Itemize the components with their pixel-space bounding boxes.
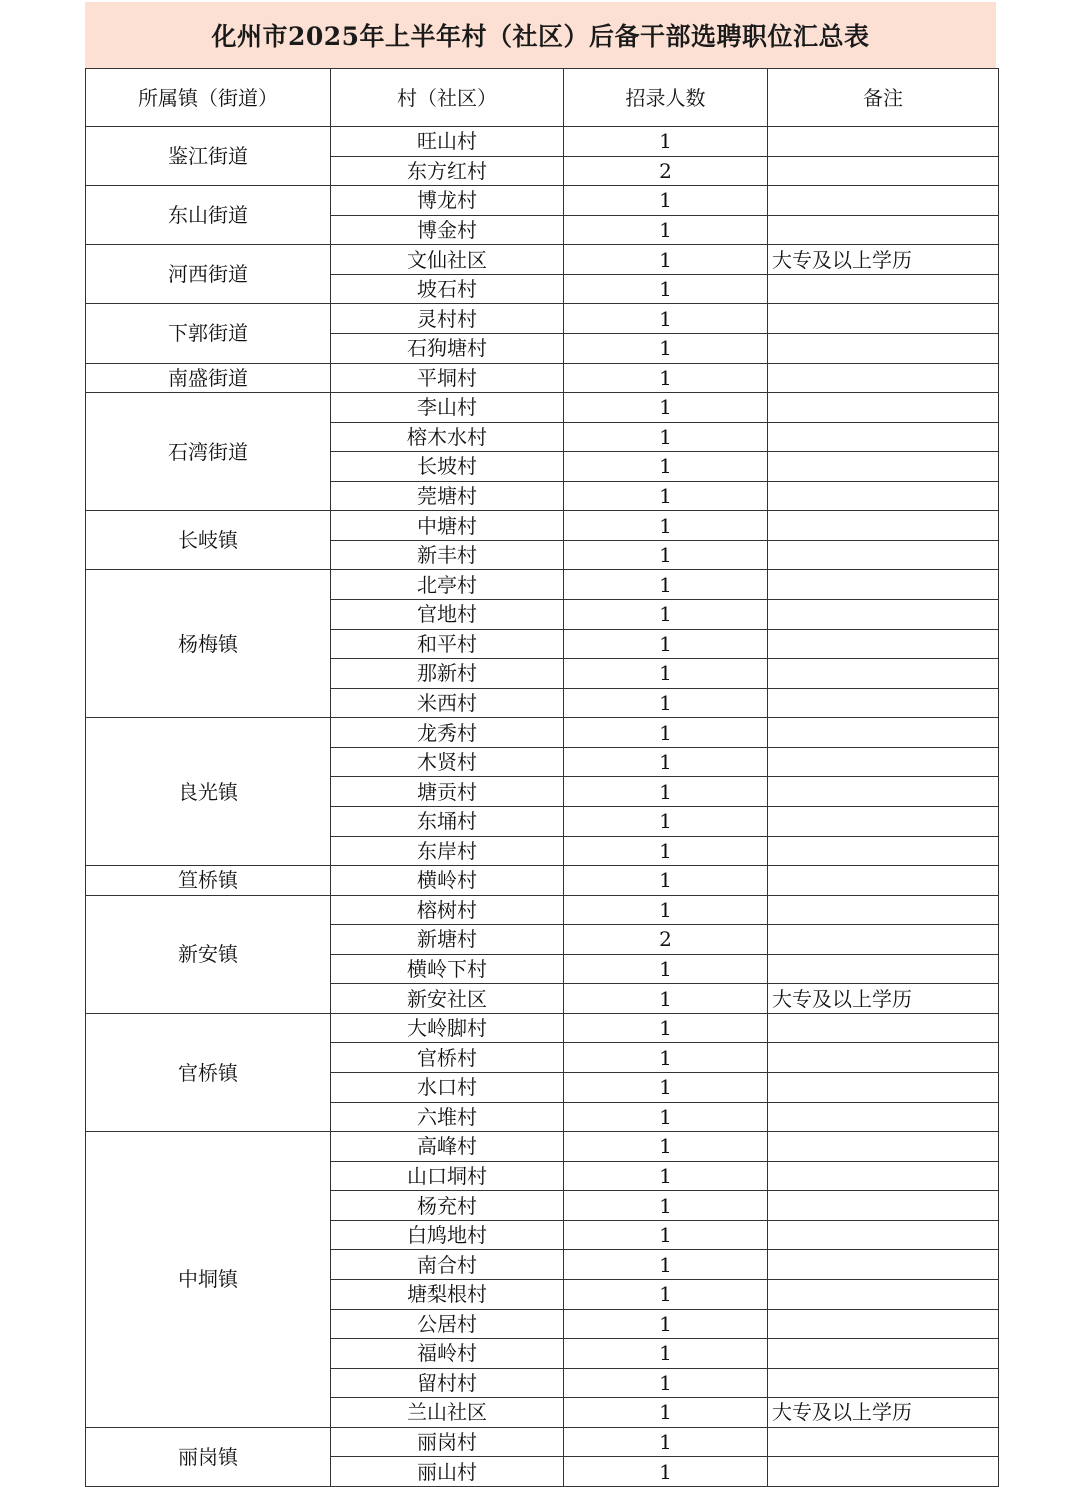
note-cell: 大专及以上学历: [768, 984, 999, 1014]
header-row: [86, 69, 999, 127]
table-title-bar: [85, 2, 996, 68]
table-row: [86, 718, 999, 748]
count-cell: 1: [564, 1368, 768, 1398]
village-cell: 文仙社区: [331, 245, 564, 275]
count-cell: 1: [564, 1013, 768, 1043]
table-row: [86, 304, 999, 334]
count-cell: 1: [564, 1102, 768, 1132]
table-row: [86, 1132, 999, 1162]
village-cell: 平垌村: [331, 363, 564, 393]
town-cell: 下郭街道: [86, 304, 331, 363]
village-cell: 六堆村: [331, 1102, 564, 1132]
note-cell: [768, 1309, 999, 1339]
village-cell: 那新村: [331, 659, 564, 689]
village-cell: 长坡村: [331, 452, 564, 482]
note-cell: [768, 718, 999, 748]
table-row: [86, 511, 999, 541]
town-cell: 中垌镇: [86, 1132, 331, 1428]
village-cell: 东方红村: [331, 156, 564, 186]
village-cell: 白鸠地村: [331, 1220, 564, 1250]
count-cell: 1: [564, 1161, 768, 1191]
village-cell: 榕木水村: [331, 422, 564, 452]
note-cell: [768, 186, 999, 216]
count-cell: 1: [564, 629, 768, 659]
count-cell: 1: [564, 511, 768, 541]
village-cell: 坡石村: [331, 274, 564, 304]
count-cell: 1: [564, 393, 768, 423]
table-row: [86, 393, 999, 423]
table-title: 化州市2025年上半年村（社区）后备干部选聘职位汇总表: [211, 22, 870, 51]
town-cell: 鉴江街道: [86, 127, 331, 186]
village-cell: 木贤村: [331, 747, 564, 777]
note-cell: [768, 511, 999, 541]
note-cell: [768, 1250, 999, 1280]
town-cell: 杨梅镇: [86, 570, 331, 718]
town-cell: 官桥镇: [86, 1013, 331, 1131]
note-cell: 大专及以上学历: [768, 1398, 999, 1428]
note-cell: [768, 333, 999, 363]
village-cell: 官桥村: [331, 1043, 564, 1073]
village-cell: 灵村村: [331, 304, 564, 334]
table-row: [86, 1013, 999, 1043]
village-cell: 东岸村: [331, 836, 564, 866]
note-cell: [768, 393, 999, 423]
table-row: [86, 127, 999, 157]
village-cell: 榕树村: [331, 895, 564, 925]
village-cell: 水口村: [331, 1073, 564, 1103]
town-cell: 长岐镇: [86, 511, 331, 570]
count-cell: 1: [564, 1220, 768, 1250]
village-cell: 高峰村: [331, 1132, 564, 1162]
note-cell: [768, 481, 999, 511]
count-cell: 1: [564, 659, 768, 689]
note-cell: [768, 1132, 999, 1162]
village-cell: 东埇村: [331, 806, 564, 836]
count-cell: 1: [564, 304, 768, 334]
count-cell: 1: [564, 1309, 768, 1339]
note-cell: 大专及以上学历: [768, 245, 999, 275]
note-cell: [768, 659, 999, 689]
village-cell: 塘贡村: [331, 777, 564, 807]
village-cell: 博金村: [331, 215, 564, 245]
count-cell: 1: [564, 1250, 768, 1280]
village-cell: 北亭村: [331, 570, 564, 600]
village-cell: 新安社区: [331, 984, 564, 1014]
header-village: 村（社区）: [331, 69, 564, 127]
count-cell: 1: [564, 1043, 768, 1073]
count-cell: 1: [564, 777, 768, 807]
note-cell: [768, 1457, 999, 1487]
count-cell: 1: [564, 1132, 768, 1162]
note-cell: [768, 570, 999, 600]
count-cell: 1: [564, 954, 768, 984]
count-cell: 1: [564, 1427, 768, 1457]
count-cell: 1: [564, 1339, 768, 1369]
note-cell: [768, 806, 999, 836]
count-cell: 1: [564, 422, 768, 452]
note-cell: [768, 215, 999, 245]
count-cell: 1: [564, 274, 768, 304]
village-cell: 新丰村: [331, 540, 564, 570]
note-cell: [768, 1043, 999, 1073]
village-cell: 旺山村: [331, 127, 564, 157]
note-cell: [768, 688, 999, 718]
count-cell: 1: [564, 540, 768, 570]
header-note: 备注: [768, 69, 999, 127]
count-cell: 1: [564, 806, 768, 836]
town-cell: 良光镇: [86, 718, 331, 866]
note-cell: [768, 747, 999, 777]
village-cell: 横岭下村: [331, 954, 564, 984]
note-cell: [768, 127, 999, 157]
note-cell: [768, 1339, 999, 1369]
village-cell: 丽山村: [331, 1457, 564, 1487]
note-cell: [768, 1427, 999, 1457]
village-cell: 福岭村: [331, 1339, 564, 1369]
village-cell: 李山村: [331, 393, 564, 423]
header-town: 所属镇（街道）: [86, 69, 331, 127]
note-cell: [768, 422, 999, 452]
town-cell: 丽岗镇: [86, 1427, 331, 1486]
count-cell: 1: [564, 688, 768, 718]
note-cell: [768, 836, 999, 866]
village-cell: 留村村: [331, 1368, 564, 1398]
town-cell: 石湾街道: [86, 393, 331, 511]
note-cell: [768, 925, 999, 955]
count-cell: 1: [564, 984, 768, 1014]
table-row: [86, 245, 999, 275]
table-row: [86, 186, 999, 216]
table-row: [86, 363, 999, 393]
count-cell: 1: [564, 718, 768, 748]
count-cell: 2: [564, 156, 768, 186]
town-cell: 新安镇: [86, 895, 331, 1013]
table-body: [86, 127, 999, 1487]
note-cell: [768, 1220, 999, 1250]
count-cell: 1: [564, 1073, 768, 1103]
count-cell: 1: [564, 333, 768, 363]
village-cell: 南合村: [331, 1250, 564, 1280]
note-cell: [768, 895, 999, 925]
note-cell: [768, 866, 999, 896]
table-row: [86, 1427, 999, 1457]
village-cell: 横岭村: [331, 866, 564, 896]
count-cell: 1: [564, 245, 768, 275]
note-cell: [768, 274, 999, 304]
note-cell: [768, 1279, 999, 1309]
note-cell: [768, 629, 999, 659]
village-cell: 龙秀村: [331, 718, 564, 748]
village-cell: 石狗塘村: [331, 333, 564, 363]
count-cell: 1: [564, 127, 768, 157]
town-cell: 河西街道: [86, 245, 331, 304]
count-cell: 1: [564, 363, 768, 393]
count-cell: 1: [564, 1457, 768, 1487]
note-cell: [768, 1368, 999, 1398]
village-cell: 公居村: [331, 1309, 564, 1339]
note-cell: [768, 1102, 999, 1132]
table-row: [86, 570, 999, 600]
note-cell: [768, 600, 999, 630]
count-cell: 1: [564, 570, 768, 600]
village-cell: 米西村: [331, 688, 564, 718]
count-cell: 1: [564, 600, 768, 630]
village-cell: 丽岗村: [331, 1427, 564, 1457]
count-cell: 1: [564, 481, 768, 511]
village-cell: 和平村: [331, 629, 564, 659]
note-cell: [768, 363, 999, 393]
header-count: 招录人数: [564, 69, 768, 127]
count-cell: 1: [564, 1191, 768, 1221]
recruitment-table: [85, 68, 999, 1487]
note-cell: [768, 304, 999, 334]
village-cell: 官地村: [331, 600, 564, 630]
note-cell: [768, 452, 999, 482]
count-cell: 1: [564, 895, 768, 925]
note-cell: [768, 954, 999, 984]
village-cell: 博龙村: [331, 186, 564, 216]
note-cell: [768, 1073, 999, 1103]
village-cell: 莞塘村: [331, 481, 564, 511]
count-cell: 1: [564, 747, 768, 777]
town-cell: 笪桥镇: [86, 866, 331, 896]
count-cell: 1: [564, 215, 768, 245]
village-cell: 大岭脚村: [331, 1013, 564, 1043]
town-cell: 南盛街道: [86, 363, 331, 393]
table-row: [86, 866, 999, 896]
note-cell: [768, 1013, 999, 1043]
village-cell: 兰山社区: [331, 1398, 564, 1428]
village-cell: 中塘村: [331, 511, 564, 541]
village-cell: 杨充村: [331, 1191, 564, 1221]
count-cell: 1: [564, 1279, 768, 1309]
count-cell: 1: [564, 836, 768, 866]
note-cell: [768, 540, 999, 570]
count-cell: 1: [564, 1398, 768, 1428]
village-cell: 山口垌村: [331, 1161, 564, 1191]
table-row: [86, 895, 999, 925]
note-cell: [768, 1191, 999, 1221]
village-cell: 塘梨根村: [331, 1279, 564, 1309]
count-cell: 1: [564, 866, 768, 896]
count-cell: 1: [564, 452, 768, 482]
village-cell: 新塘村: [331, 925, 564, 955]
note-cell: [768, 777, 999, 807]
town-cell: 东山街道: [86, 186, 331, 245]
note-cell: [768, 1161, 999, 1191]
count-cell: 1: [564, 186, 768, 216]
count-cell: 2: [564, 925, 768, 955]
note-cell: [768, 156, 999, 186]
